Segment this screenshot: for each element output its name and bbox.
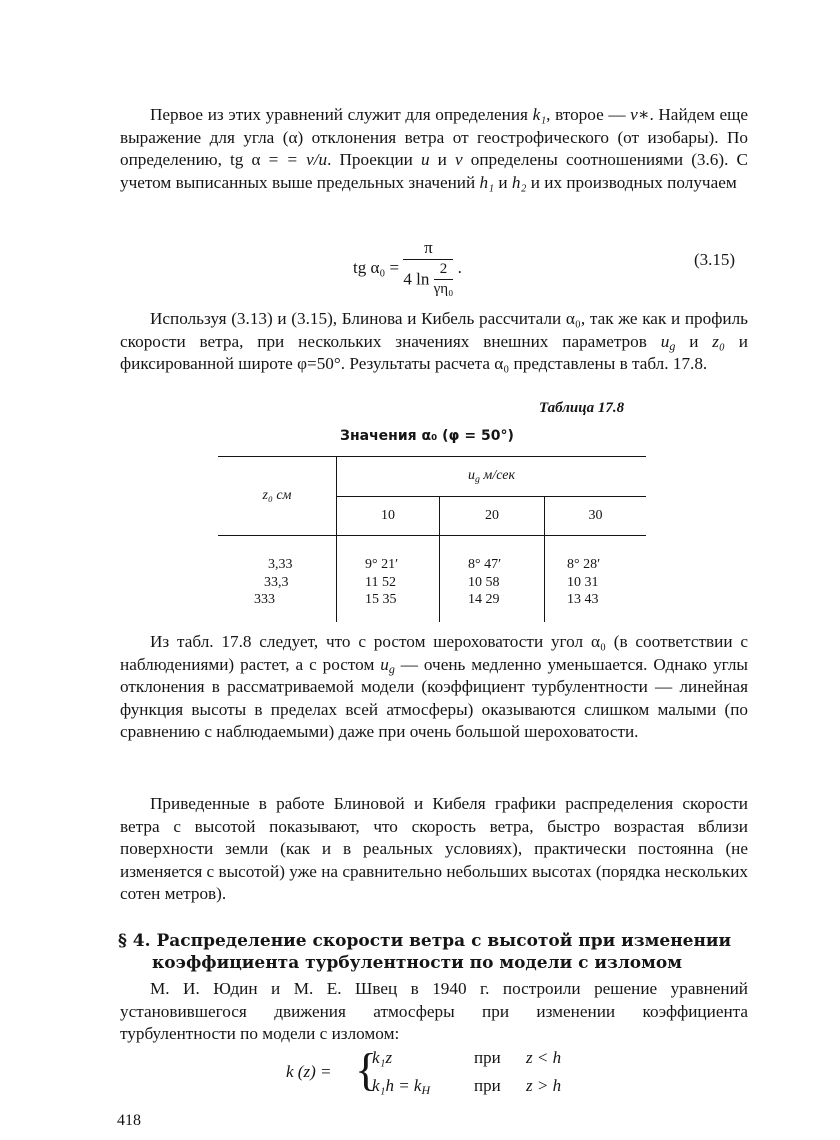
- formula-3-15-inner-den: γη₀: [433, 281, 454, 297]
- table-group-header: [337, 457, 647, 497]
- formula-k-brace: {: [355, 1044, 378, 1095]
- p1-text-e: и: [429, 150, 455, 170]
- sym-u: u: [420, 150, 430, 170]
- sym-vstar: v∗: [630, 105, 650, 124]
- paragraph-2: [120, 308, 748, 376]
- table-cell-z0: 3,33: [268, 557, 293, 572]
- sym-ug: [661, 332, 676, 351]
- table-cell: 10 58: [440, 574, 545, 592]
- p1-text-g: и: [494, 172, 512, 192]
- formula-k-case2-expr: [372, 1076, 430, 1096]
- sym-k1: k₁: [532, 105, 547, 124]
- group-header-sub: g: [474, 474, 480, 486]
- table-cell: 8° 47′: [440, 536, 545, 575]
- column-header: 30: [545, 496, 647, 536]
- table-cell: 13 43: [545, 592, 647, 622]
- sym-z0: z₀: [712, 331, 725, 351]
- table-cell: 10 31: [545, 574, 647, 592]
- table-cell-z0: 333: [254, 592, 275, 607]
- p1-text-c: . Найдем еще выражение для угла (α) отклонения ветра от геострофического (от изобары). По определению, tg α =: [120, 105, 749, 170]
- formula-k-case2-cond: z > h: [526, 1076, 562, 1095]
- table-title: Значения α₀ (φ = 50°): [340, 428, 514, 444]
- formula-3-15-inner-num: 2: [434, 261, 454, 280]
- formula-3-15-trailer: .: [457, 258, 462, 277]
- formula-3-15-den-prefix: 4 ln: [403, 269, 430, 289]
- table-cell-z0: 33,3: [264, 575, 289, 590]
- formula-3-15-lhs: tg α₀ =: [353, 258, 400, 277]
- paragraph-1: [120, 104, 748, 194]
- section-heading: [118, 930, 758, 974]
- section-heading-line-1: § 4. Распределение скорости ветра с высотой при изменении: [118, 931, 732, 951]
- table-17-8: [218, 456, 646, 622]
- table-cell: 8° 28′: [545, 536, 647, 575]
- formula-k-case1-cond: z < h: [526, 1048, 562, 1067]
- sym-v: v: [455, 150, 463, 170]
- p2-text-a: Используя (3.13) и (3.15), Блинова и Кибель рассчитали α₀, так же как и профиль скорости ветра, при нескольких значениях внешних параметров: [120, 309, 748, 351]
- paragraph-5: [120, 978, 748, 1046]
- formula-3-15-numerator: π: [403, 238, 453, 260]
- page-number: 418: [117, 1112, 141, 1129]
- sym-ug-sub: g: [669, 338, 676, 353]
- p2-text-c: и фиксированной широте φ=50°. Результаты расчета α₀ представлены в табл. 17.8.: [120, 331, 749, 374]
- column-header: 20: [440, 496, 545, 536]
- sym-ratio: = v/u: [286, 150, 328, 170]
- sym-h1: h₁: [479, 172, 495, 192]
- p1-text-d: . Проекции: [327, 150, 421, 170]
- p1-text-a: Первое из этих уравнений служит для определения: [150, 105, 533, 124]
- p3-text-a: Из табл. 17.8 следует, что с ростом шероховатости угол α₀ (в соответствии с наблюдениями) растет, а с ростом: [120, 632, 748, 674]
- table-row: [218, 536, 646, 575]
- sym-ug2-sub: g: [388, 661, 395, 676]
- p2-text-b: и: [675, 331, 713, 351]
- formula-k-case1-word: при: [474, 1048, 501, 1067]
- formula-k-of-z: [286, 1046, 606, 1102]
- sym-ug2-base: u: [380, 654, 389, 674]
- group-header-var: u: [467, 468, 475, 484]
- sym-ug-base: u: [660, 331, 670, 351]
- table-row: [218, 592, 646, 622]
- p1-text-b: , второе —: [546, 105, 631, 124]
- formula-k-case2-sub: H: [421, 1083, 431, 1097]
- sym-ug-2: [380, 655, 395, 674]
- group-header-unit: м/сек: [479, 468, 516, 484]
- paragraph-3: [120, 631, 748, 744]
- formula-3-15-inner-fraction: [434, 261, 454, 298]
- formula-k-case1-expr: k₁z: [372, 1048, 393, 1067]
- table-header-row-1: [218, 457, 646, 497]
- table-row: [218, 574, 646, 592]
- table-cell: 11 52: [337, 574, 440, 592]
- p4-text: Приведенные в работе Блиновой и Кибеля графики распределения скорости ветра с высотой показывают, что скорость ветра, быстро возрастая вблизи поверхности земли (как и в реальных условиях), практически постоянна (не изменяется с высотой) уже на сравнительно небольших высотах (порядка нескольких сотен метров).: [120, 794, 748, 904]
- sym-h2: h₂: [511, 172, 527, 192]
- formula-3-15: [353, 238, 462, 298]
- p1-text-h: и их производных получаем: [526, 172, 737, 192]
- table-cell: 14 29: [440, 592, 545, 622]
- table-label: Таблица 17.8: [539, 400, 625, 416]
- p3-text-b: — очень медленно уменьшается. Однако углы отклонения в рассматриваемой модели (коэффициент турбулентности — линейная функция высоты в пределах всей атмосферы) оказываются слишком малыми (по сравнению с наблюдаемыми) даже при очень большой шероховатости.: [120, 654, 748, 742]
- formula-k-lhs: k (z) =: [286, 1062, 332, 1081]
- table-cell: 15 35: [337, 592, 440, 622]
- formula-k-case2-word: при: [474, 1076, 501, 1095]
- formula-3-15-fraction: [403, 238, 453, 298]
- formula-k-case2-base: k₁h = k: [372, 1076, 422, 1095]
- p1-text-f: определены соотношениями (3.6). С учетом выписанных выше предельных значений: [120, 150, 748, 192]
- formula-3-15-denominator: [403, 260, 453, 298]
- section-heading-line-2: коэффициента турбулентности по модели с изломом: [152, 953, 683, 973]
- table-header-z0: z₀ см: [218, 457, 337, 536]
- paragraph-4: [120, 793, 748, 906]
- column-header: 10: [337, 496, 440, 536]
- equation-number-3-15: (3.15): [694, 250, 736, 269]
- table-cell: 9° 21′: [337, 536, 440, 575]
- p5-text: М. И. Юдин и М. Е. Швец в 1940 г. построили решение уравнений установившегося движения атмосферы при изменении коэффициента турбулентности по модели с изломом:: [120, 979, 748, 1044]
